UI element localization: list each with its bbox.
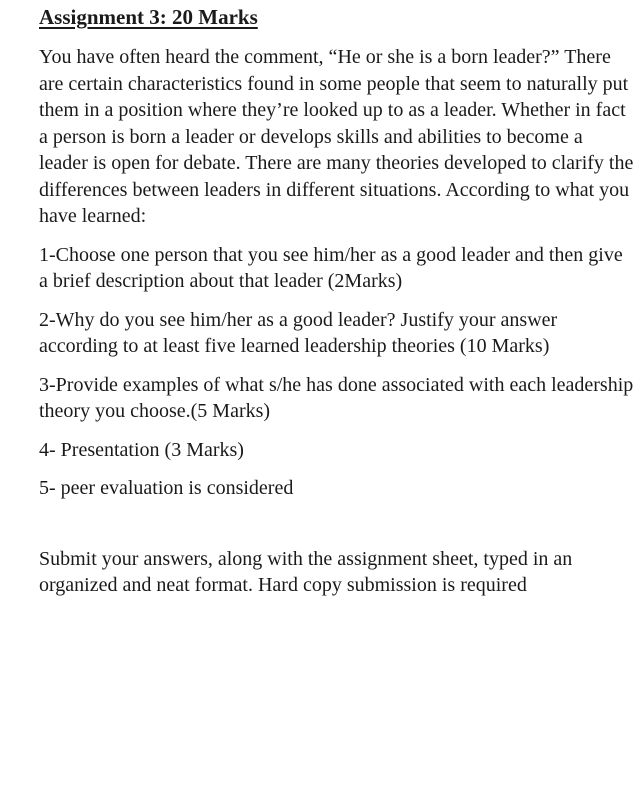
question-item-5: 5- peer evaluation is considered xyxy=(39,477,294,499)
question-item-4: 4- Presentation (3 Marks) xyxy=(39,438,244,461)
assignment-document xyxy=(39,4,635,599)
question-item-2: 2-Why do you see him/her as a good leader? Justify your answer according to at least five learned leadership theories (10 Marks) xyxy=(39,308,558,357)
question-item-1: 1-Choose one person that you see him/her as a good leader and then give a brief description about that leader (2Marks) xyxy=(39,243,623,292)
assignment-title: Assignment 3: 20 Marks xyxy=(39,5,258,29)
intro-paragraph: You have often heard the comment, “He or she is a born leader?” There are certain characteristics found in some people that seem to naturally put them in a position where they’re looked up to as a leader. Whether in fact a person is born a leader or develops skills and abilities to become a leader is open for debate. There are many theories developed to clarify the differences between leaders in different situations. According to what you have learned: xyxy=(39,46,634,227)
submission-instructions: Submit your answers, along with the assignment sheet, typed in an organized and neat format. Hard copy submission is required xyxy=(39,547,573,596)
question-item-3: 3-Provide examples of what s/he has done associated with each leadership theory you choose.(5 Marks) xyxy=(39,373,634,422)
